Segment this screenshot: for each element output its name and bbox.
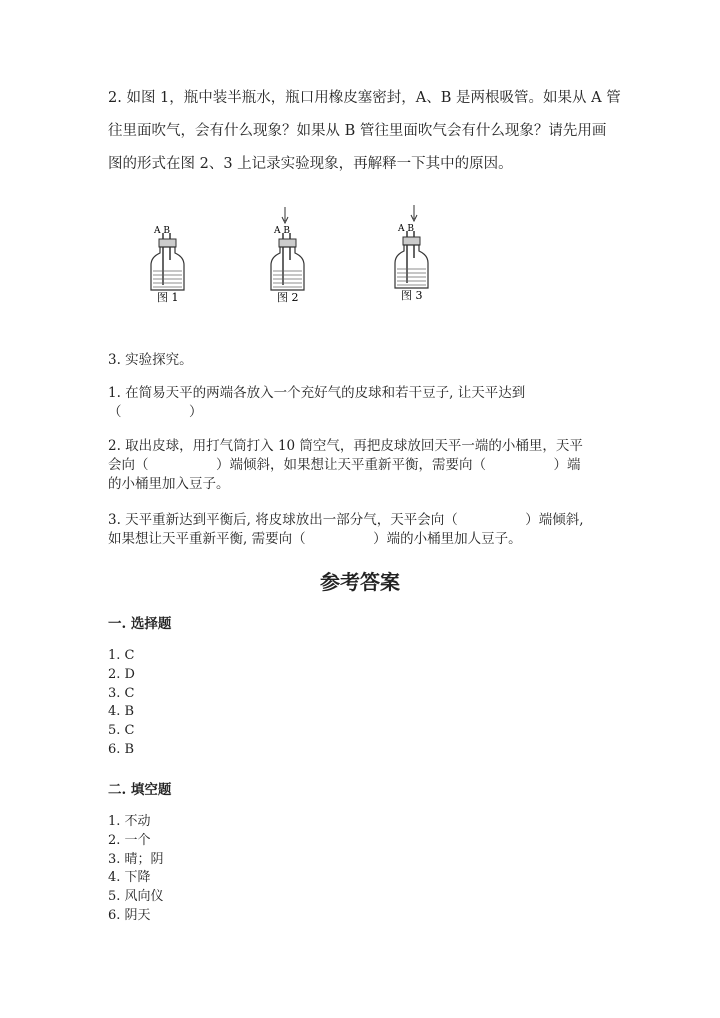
answer-item: 5. C [108, 723, 135, 739]
answers-section-1-title: 一. 选择题 [108, 616, 172, 632]
figure-1 [148, 205, 198, 305]
figure-1-caption: 图 1 [157, 291, 179, 304]
answer-item: 6. B [108, 741, 135, 757]
answers-section-2-list [108, 813, 164, 926]
answer-item: 1. C [108, 648, 135, 663]
answer-item: 2. D [108, 666, 135, 682]
answer-item: 3. C [108, 685, 135, 701]
answer-item: 6. 阴天 [108, 907, 151, 923]
question-2-line: 往里面吹气，会有什么现象？如果从 B 管往里面吹气会有什么现象？请先用画 [108, 123, 607, 139]
figure-3-tube-labels: A B [398, 224, 414, 234]
question-3-item-2 [108, 437, 583, 494]
answer-item: 5. 风向仪 [108, 889, 164, 905]
figure-3 [392, 205, 442, 305]
item-line: 如果想让天平重新平衡, 需要向（ ）端的小桶里加人豆子。 [108, 531, 522, 547]
answer-item: 4. 下降 [108, 870, 151, 886]
figure-2 [268, 205, 318, 305]
item-line: 会向（ ）端倾斜，如果想让天平重新平衡，需要向（ ）端 [108, 457, 581, 473]
item-line: （ ） [108, 404, 203, 420]
item-line: 1. 在简易天平的两端各放入一个充好气的皮球和若干豆子, 让天平达到 [108, 385, 526, 401]
question-2-line: 2. 如图 1，瓶中装半瓶水，瓶口用橡皮塞密封，A、B 是两根吸管。如果从 A 管 [108, 90, 621, 106]
question-2-text [108, 82, 621, 181]
answer-item: 3. 晴；阴 [108, 851, 164, 867]
answers-heading: 参考答案 [320, 570, 400, 594]
question-3-item-1 [108, 384, 525, 422]
answers-section-2-title: 二. 填空题 [108, 782, 172, 798]
figure-2-tube-labels: A B [274, 226, 290, 236]
answer-item: 1. 不动 [108, 814, 151, 829]
figure-2-caption: 图 2 [277, 291, 299, 304]
item-line: 3. 天平重新达到平衡后, 将皮球放出一部分气，天平会向（ ）端倾斜, [108, 512, 584, 528]
question-2-line: 图的形式在图 2、3 上记录实验现象，再解释一下其中的原因。 [108, 156, 513, 172]
answer-item: 4. B [108, 704, 135, 720]
question-3-item-3 [108, 511, 584, 549]
answer-item: 2. 一个 [108, 832, 151, 848]
figure-3-caption: 图 3 [401, 289, 423, 302]
item-line: 2. 取出皮球，用打气筒打入 10 筒空气，再把皮球放回天平一端的小桶里，天平 [108, 438, 583, 454]
answers-section-1-list [108, 647, 135, 760]
figure-1-tube-labels: A B [154, 226, 170, 236]
question-3-title: 3. 实验探究。 [108, 352, 193, 368]
item-line: 的小桶里加入豆子。 [108, 476, 230, 492]
